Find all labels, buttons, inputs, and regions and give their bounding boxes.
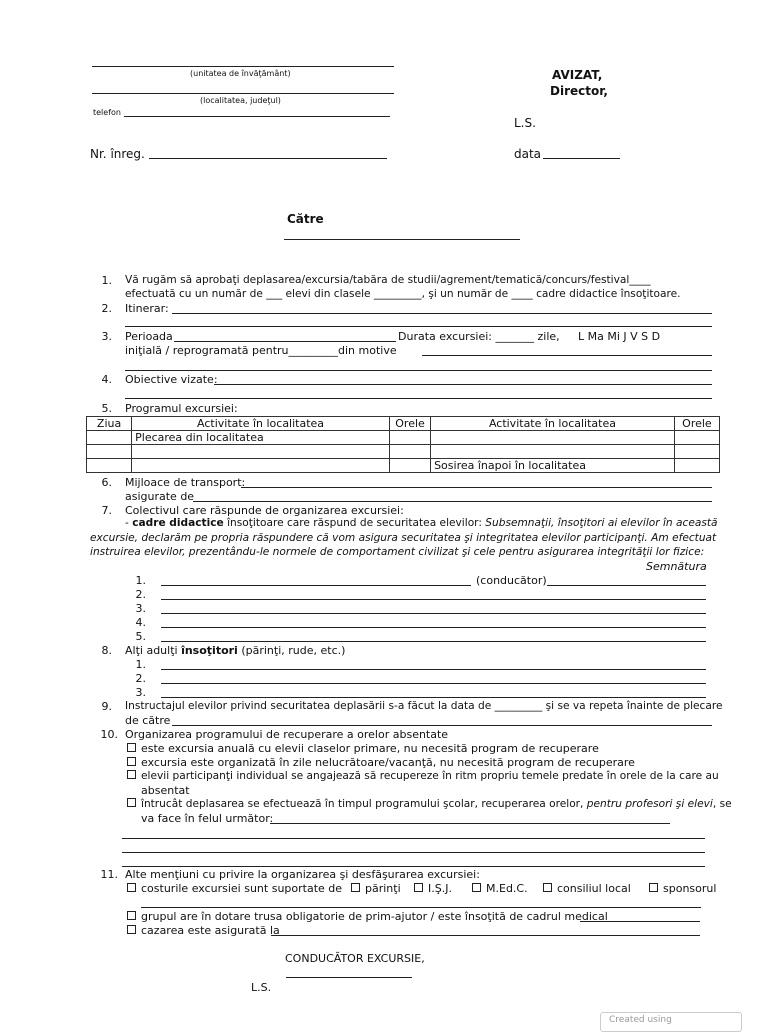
leader-signature-line[interactable] xyxy=(286,977,412,978)
checkbox[interactable] xyxy=(127,883,136,892)
date-line[interactable] xyxy=(543,158,620,159)
period-label: Perioada xyxy=(125,330,173,343)
table-header-row xyxy=(87,417,720,431)
cost-option-sponsor[interactable] xyxy=(649,882,716,895)
table-cell[interactable] xyxy=(389,445,430,459)
table-cell[interactable] xyxy=(674,459,719,473)
checkbox[interactable] xyxy=(127,743,136,752)
checkbox[interactable] xyxy=(351,883,360,892)
leader-title: CONDUCĂTOR EXCURSIE, xyxy=(285,952,425,965)
option-text: părinţi xyxy=(365,882,401,895)
addressee-line[interactable] xyxy=(284,239,520,240)
item2-number: 2. xyxy=(101,302,112,315)
signature-row-number: 4. xyxy=(135,616,146,629)
itinerary-line2[interactable] xyxy=(125,326,712,327)
table-cell[interactable] xyxy=(674,431,719,445)
date-label: data xyxy=(514,147,542,161)
recovery-line4[interactable] xyxy=(122,866,705,867)
first-aid-row[interactable] xyxy=(127,910,608,923)
duration-label: Durata excursiei: _______ zile, xyxy=(398,330,560,343)
item5-number: 5. xyxy=(101,402,112,415)
locality-line[interactable] xyxy=(92,93,394,94)
table-row[interactable] xyxy=(87,459,720,473)
weekday-options[interactable]: L Ma Mi J V S D xyxy=(578,330,661,343)
recovery-option-3-cont: absentat xyxy=(141,784,190,797)
table-cell[interactable] xyxy=(87,431,132,445)
leader-label: (conducător) xyxy=(476,574,547,587)
unit-label: (unitatea de învăţământ) xyxy=(190,69,291,78)
provided-by-line[interactable] xyxy=(193,501,712,502)
table-cell[interactable] xyxy=(431,445,675,459)
recovery-option-2[interactable] xyxy=(127,756,635,769)
item10-number: 10. xyxy=(100,728,118,741)
table-row[interactable] xyxy=(87,445,720,459)
addressee-title: Către xyxy=(287,212,324,226)
lodging-row[interactable] xyxy=(127,924,280,937)
checkbox[interactable] xyxy=(127,925,136,934)
teachers-normal: însoţitoare care răspund de securitatea elevilor: xyxy=(223,517,486,529)
program-label: Programul excursiei: xyxy=(125,402,238,415)
objectives-line1[interactable] xyxy=(214,384,712,385)
lodging-line[interactable] xyxy=(271,935,700,936)
created-using-badge: Created using xyxy=(600,1012,742,1032)
recovery-option-1[interactable] xyxy=(127,742,599,755)
teachers-italic: Subsemnaţii, însoţitori ai elevilor în această xyxy=(485,517,718,529)
locality-label: (localitatea, judeţul) xyxy=(200,96,281,105)
objectives-label: Obiective vizate: xyxy=(125,373,218,386)
recovery-option-4-cont: va face în felul următor: xyxy=(141,812,274,825)
reason-line1[interactable] xyxy=(422,355,712,356)
cost-option-council[interactable] xyxy=(543,882,631,895)
checkbox[interactable] xyxy=(127,770,136,779)
transport-line[interactable] xyxy=(241,487,712,488)
table-header-cell: Orele xyxy=(389,417,430,431)
phone-label: telefon xyxy=(93,108,121,117)
adult-row-number: 3. xyxy=(135,686,146,699)
table-cell[interactable] xyxy=(389,459,430,473)
teachers-bold: cadre didactice xyxy=(132,517,224,529)
reg-line[interactable] xyxy=(149,158,387,159)
table-header-cell: Orele xyxy=(674,417,719,431)
director-title: Director, xyxy=(550,84,608,98)
other-mentions-label: Alte menţiuni cu privire la organizarea şi desfăşurarea excursiei: xyxy=(125,868,480,881)
companion-name-line[interactable] xyxy=(161,627,706,628)
checkbox[interactable] xyxy=(543,883,552,892)
checkbox[interactable] xyxy=(472,883,481,892)
table-cell-return[interactable]: Sosirea înapoi în localitatea xyxy=(431,459,675,473)
table-header-cell: Activitate în localitatea xyxy=(431,417,675,431)
item6-number: 6. xyxy=(101,476,112,489)
option-text-italic: pentru profesori şi elevi xyxy=(586,798,713,810)
dash: - xyxy=(125,517,133,529)
costs-row xyxy=(127,882,342,895)
table-row[interactable] xyxy=(87,431,720,445)
item3-number: 3. xyxy=(101,330,112,343)
table-header-cell: Activitate în localitatea xyxy=(132,417,390,431)
recovery-option-3[interactable] xyxy=(127,770,719,782)
checkbox[interactable] xyxy=(649,883,658,892)
adult-row-number: 2. xyxy=(135,672,146,685)
phone-line[interactable] xyxy=(124,116,390,117)
option-text: consiliul local xyxy=(557,882,631,895)
table-cell[interactable] xyxy=(389,431,430,445)
cost-option-isj[interactable] xyxy=(414,882,452,895)
team-label: Colectivul care răspunde de organizarea excursiei: xyxy=(125,504,404,517)
leader-name-line[interactable] xyxy=(161,585,471,586)
checkbox[interactable] xyxy=(127,757,136,766)
signature-row-number: 3. xyxy=(135,602,146,615)
other-adults-post: (părinţi, rude, etc.) xyxy=(237,644,346,657)
instruction-text-line1: Instructajul elevilor privind securitatea deplasării s-a făcut la data de _________ şi se va repeta înainte de plecare xyxy=(125,700,723,712)
costs-line[interactable] xyxy=(141,907,701,908)
reason-line2[interactable] xyxy=(125,370,712,371)
instruction-by-line[interactable] xyxy=(172,725,712,726)
teachers-statement-line2: excursie, declarăm pe propria răspundere că vom asigura securitatea şi integritatea elevilor participanţi. Am efectuat xyxy=(90,532,717,544)
approved-title: AVIZAT, xyxy=(552,68,603,82)
signature-row-number: 1. xyxy=(135,574,146,587)
table-header-cell: Ziua xyxy=(87,417,132,431)
option-text: cazarea este asigurată la xyxy=(141,924,280,937)
transport-label: Mijloace de transport: xyxy=(125,476,246,489)
first-aid-line[interactable] xyxy=(580,921,700,922)
itinerary-label: Itinerar: xyxy=(125,302,169,315)
program-table xyxy=(86,416,720,473)
costs-label: costurile excursiei sunt suportate de xyxy=(141,882,343,895)
option-text: elevii participanţi individual se angajează să recupereze în ritm propriu temele predate în orele de la care au xyxy=(141,770,719,782)
table-cell[interactable] xyxy=(132,445,390,459)
companion-name-line[interactable] xyxy=(161,599,706,600)
ls-stamp-bottom: L.S. xyxy=(251,981,272,994)
checkbox[interactable] xyxy=(127,798,136,807)
item11-number: 11. xyxy=(100,868,118,881)
item9-number: 9. xyxy=(101,700,112,713)
table-cell[interactable] xyxy=(132,459,390,473)
provided-by-label: asigurate de xyxy=(125,490,195,503)
unit-line[interactable] xyxy=(92,66,394,67)
ls-stamp-top: L.S. xyxy=(514,116,536,130)
item4-number: 4. xyxy=(101,373,112,386)
other-adults-bold: însoţitori xyxy=(181,644,238,657)
other-adults-pre: Alţi adulţi xyxy=(125,644,182,657)
teachers-statement-line3: instruirea elevilor, prezentându-le normele de comportament civilizat şi cele pentru asigurarea integrităţii lor fizice: xyxy=(90,546,705,558)
recovery-option-4[interactable] xyxy=(127,798,732,810)
option-text: , se xyxy=(712,798,732,810)
option-text: I.Ş.J. xyxy=(428,882,452,895)
table-cell[interactable] xyxy=(87,445,132,459)
cost-option-parents[interactable] xyxy=(351,882,401,895)
adult-name-line[interactable] xyxy=(161,669,706,670)
recovery-line3[interactable] xyxy=(122,852,705,853)
recovery-line1[interactable] xyxy=(270,823,670,824)
item1-text-line1: Vă rugăm să aprobaţi deplasarea/excursia/tabăra de studii/agrement/tematică/concurs/festival____ xyxy=(125,274,651,286)
item8-number: 8. xyxy=(101,644,112,657)
table-cell[interactable] xyxy=(87,459,132,473)
recovery-line2[interactable] xyxy=(122,838,705,839)
item1-number: 1. xyxy=(101,274,112,287)
reschedule-text: iniţială / reprogramată pentru_________din motive xyxy=(125,344,397,357)
recovery-label: Organizarea programului de recuperare a orelor absentate xyxy=(125,728,449,741)
signature-row-number: 2. xyxy=(135,588,146,601)
option-text: sponsorul xyxy=(663,882,717,895)
reg-label: Nr. înreg. xyxy=(90,147,145,161)
objectives-line2[interactable] xyxy=(125,398,712,399)
table-cell-departure[interactable]: Plecarea din localitatea xyxy=(132,431,390,445)
teachers-statement-line1 xyxy=(125,517,718,529)
table-cell[interactable] xyxy=(674,445,719,459)
signature-row-number: 5. xyxy=(135,630,146,643)
option-text: este excursia anuală cu elevii claselor primare, nu necesită program de recuperare xyxy=(141,742,599,755)
period-line[interactable] xyxy=(174,341,396,342)
adult-name-line[interactable] xyxy=(161,697,706,698)
leader-signature-line[interactable] xyxy=(547,585,706,586)
companion-name-line[interactable] xyxy=(161,641,706,642)
table-cell[interactable] xyxy=(431,431,675,445)
item1-text-line2: efectuată cu un număr de ___ elevi din clasele _________, şi un număr de ____ cadre didactice însoţitoare. xyxy=(125,288,681,300)
option-text: întrucât deplasarea se efectuează în timpul programului şcolar, recuperarea orelor, xyxy=(141,798,587,810)
checkbox[interactable] xyxy=(127,911,136,920)
adult-name-line[interactable] xyxy=(161,683,706,684)
option-text: M.Ed.C. xyxy=(486,882,528,895)
option-text: grupul are în dotare trusa obligatorie de prim-ajutor / este însoţită de cadrul medical xyxy=(141,910,608,923)
cost-option-medc[interactable] xyxy=(472,882,528,895)
item7-number: 7. xyxy=(101,504,112,517)
signature-label: Semnătura xyxy=(646,560,707,573)
option-text: excursia este organizată în zile nelucrătoare/vacanţă, nu necesită program de recuperare xyxy=(141,756,635,769)
other-adults-label xyxy=(125,644,345,657)
instruction-by-label: de către xyxy=(125,714,171,727)
checkbox[interactable] xyxy=(414,883,423,892)
itinerary-line1[interactable] xyxy=(172,313,712,314)
companion-name-line[interactable] xyxy=(161,613,706,614)
adult-row-number: 1. xyxy=(135,658,146,671)
